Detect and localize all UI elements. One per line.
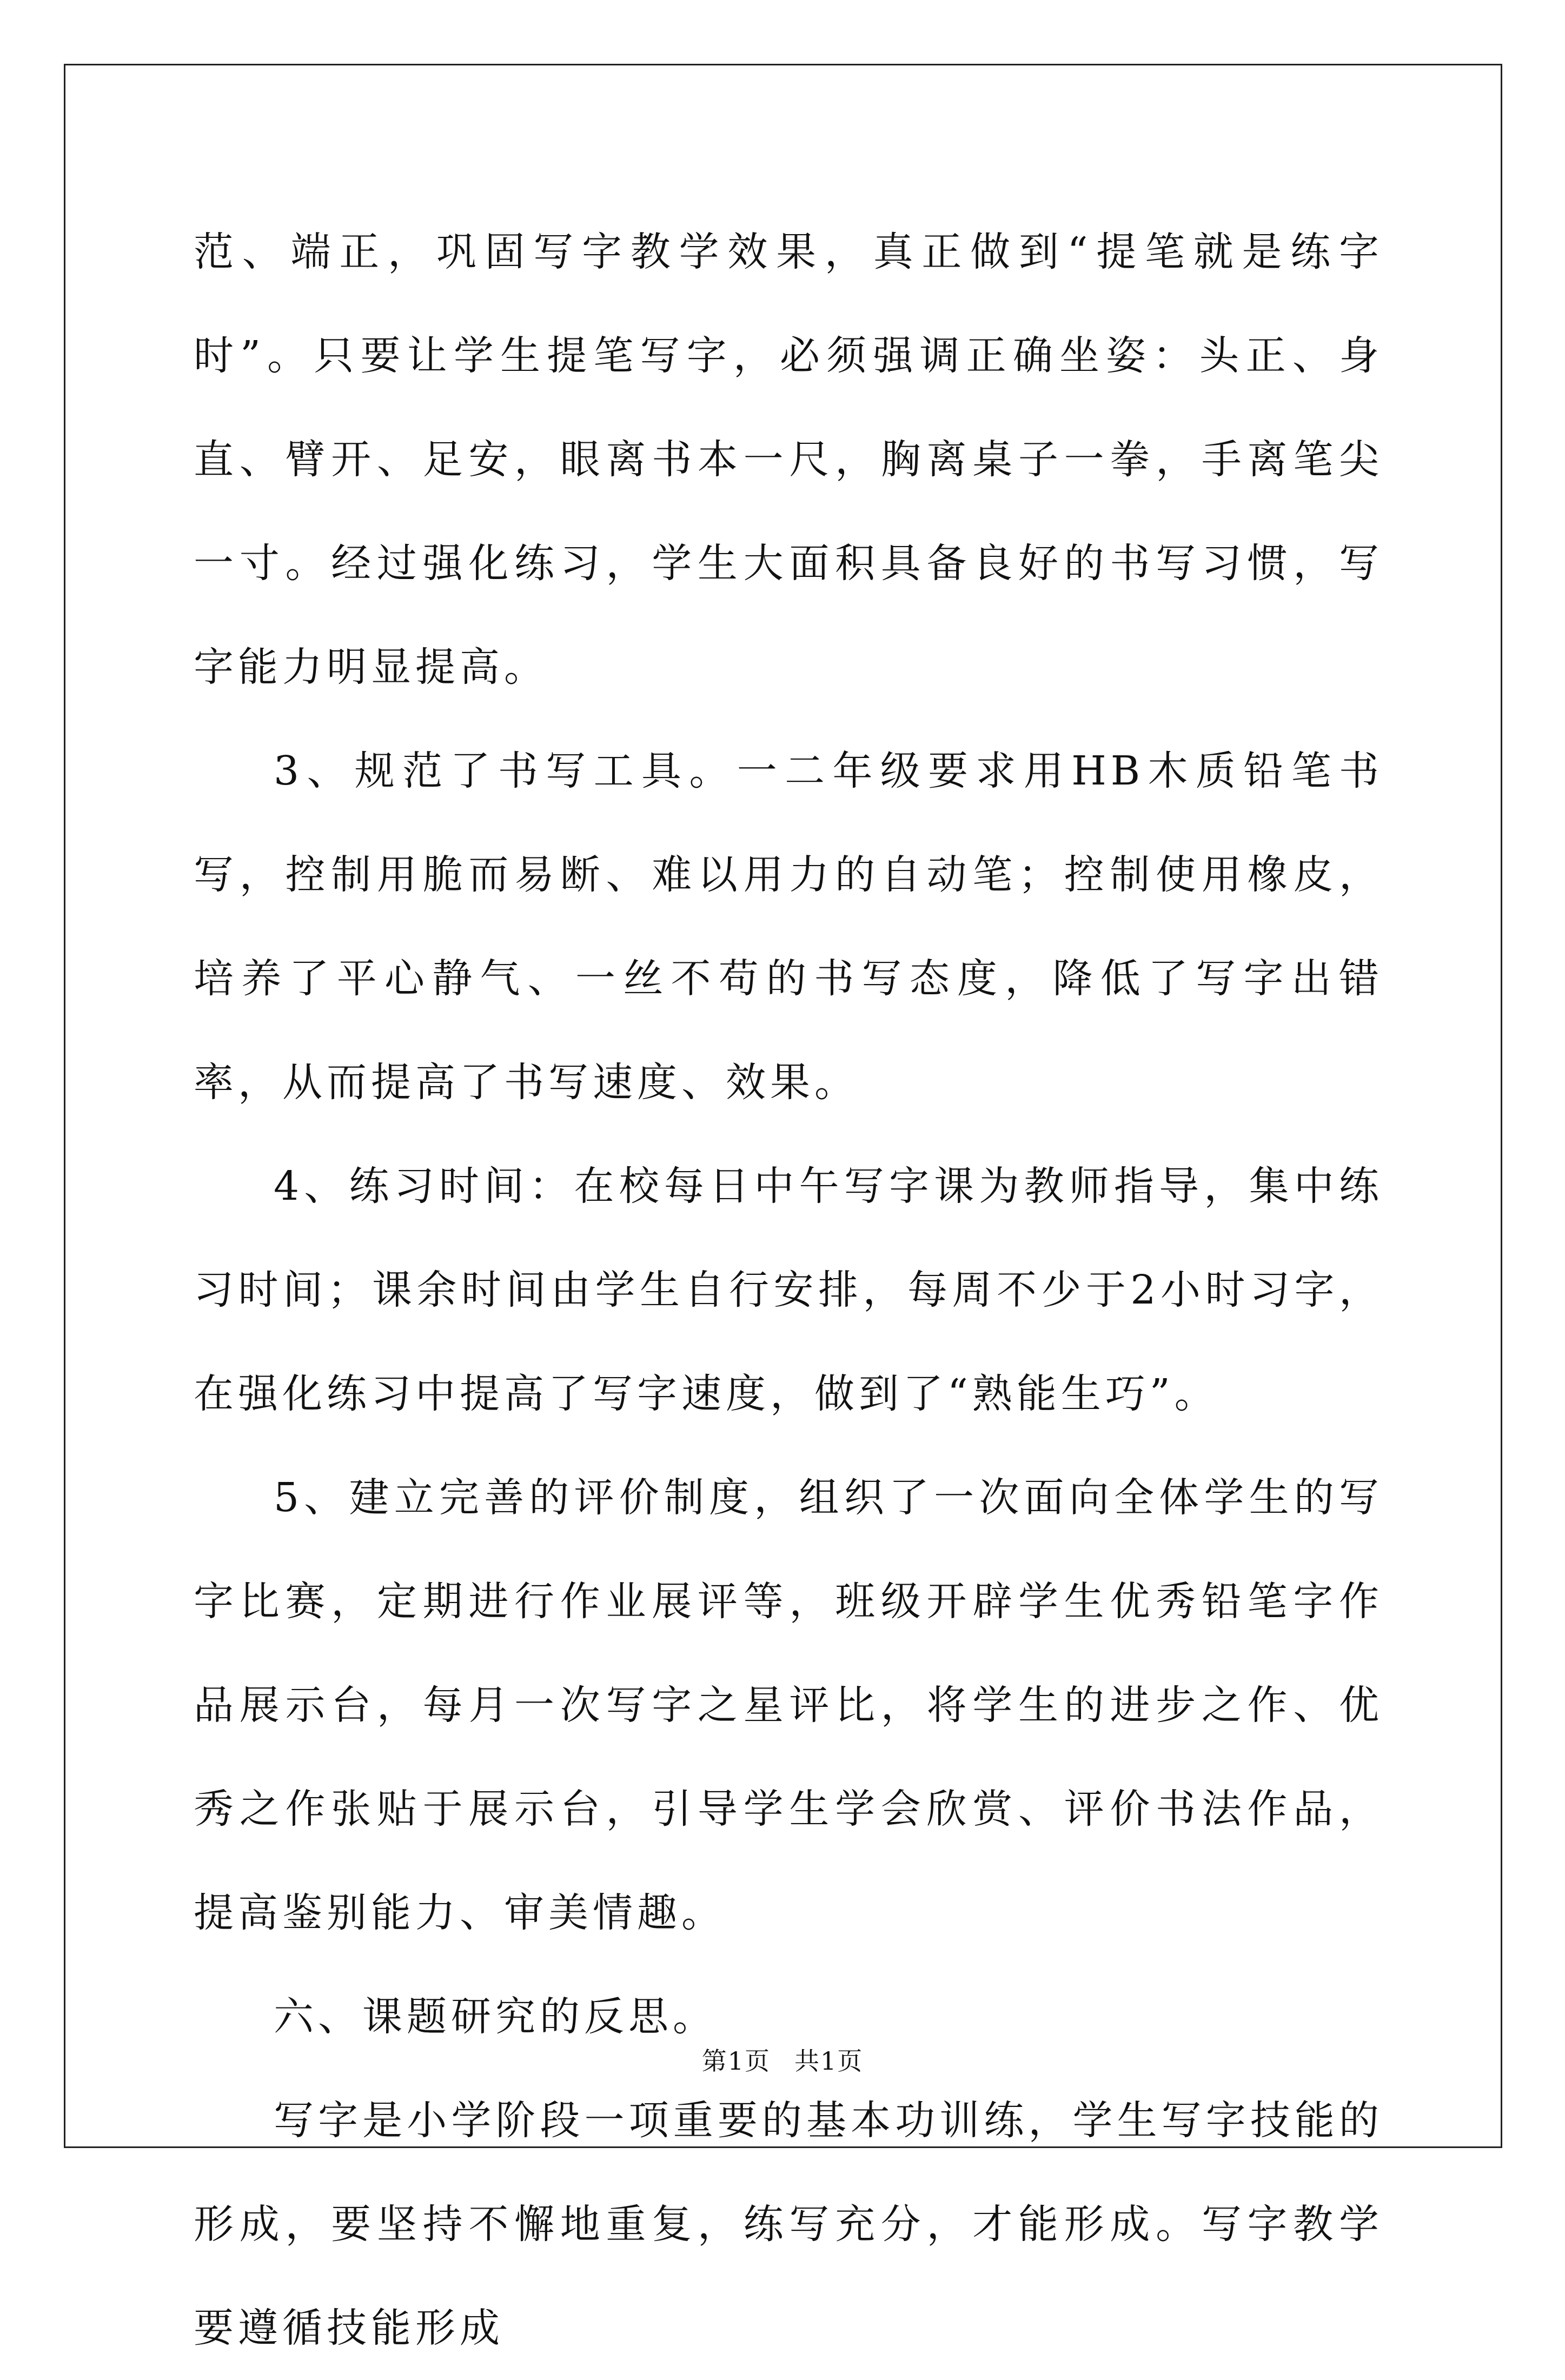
page-footer <box>0 2045 1565 2077</box>
section-heading-6: 六、课题研究的反思。 <box>274 1993 717 2040</box>
paragraph-item-3: 3、规范了书写工具。一二年级要求用HB木质铅笔书写，控制用脆而易断、难以用力的自动笔；控制使用橡皮，培养了平心静气、一丝不苟的书写态度，降低了写字出错率，从而提高了书写速度、效果。 <box>194 748 1383 1106</box>
paragraph-item-5: 5、建立完善的评价制度，组织了一次面向全体学生的写字比赛，定期进行作业展评等，班级开辟学生优秀铅笔字作品展示台，每月一次写字之星评比，将学生的进步之作、优秀之作张贴于展示台，引导学生学会欣赏、评价书法作品，提高鉴别能力、审美情趣。 <box>194 1474 1383 1936</box>
paragraph-item-4: 4、练习时间：在校每日中午写字课为教师指导，集中练习时间；课余时间由学生自行安排，每周不少于2小时习字，在强化练习中提高了写字速度，做到了“熟能生巧”。 <box>194 1163 1383 1417</box>
page-total: 共1页 <box>794 2046 864 2076</box>
paragraph-reflection: 写字是小学阶段一项重要的基本功训练，学生写字技能的形成，要坚持不懈地重复，练写充分，才能形成。写字教学要遵循技能形成 <box>194 2097 1383 2351</box>
paragraph-continued: 范、端正，巩固写字教学效果，真正做到“提笔就是练字时”。只要让学生提笔写字，必须强调正确坐姿：头正、身直、臂开、足安，眼离书本一尺，胸离桌子一拳，手离笔尖一寸。经过强化练习，学生大面积具备良好的书写习惯，写字能力明显提高。 <box>194 229 1383 690</box>
page-number: 第1页 <box>701 2046 771 2076</box>
